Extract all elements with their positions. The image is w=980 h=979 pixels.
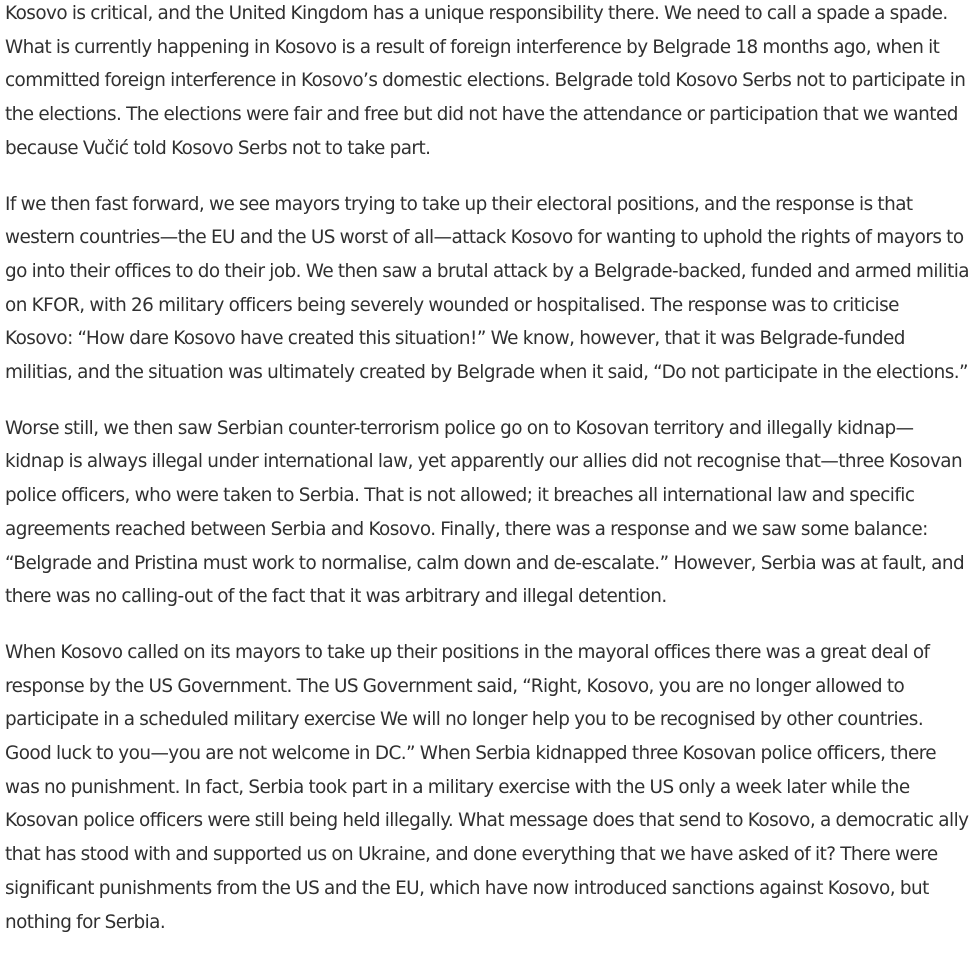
paragraph-2: If we then fast forward, we see mayors trying to take up their electoral positions, and the response is that western countries—the EU and the US worst of all—attack Kosovo for wanting to uphold the rights of mayors to go into their offices to do their job. We then saw a brutal attack by a Belgrade-backed, funded and armed militia on KFOR, with 26 military officers being severely wounded or hospitalised. The response was to criticise Kosovo: “How dare Kosovo have created this situation!” We know, however, that it was Belgrade-funded militias, and the situation was ultimately created by Belgrade when it said, “Do not participate in the elections.” [5,193,970,384]
paragraph-4: When Kosovo called on its mayors to take up their positions in the mayoral offices there was a great deal of response by the US Government. The US Government said, “Right, Kosovo, you are no longer allowed to participate in a scheduled military exercise We will no longer help you to be recognised by other countries. Good luck to you—you are not welcome in DC.” When Serbia kidnapped three Kosovan police officers, there was no punishment. In fact, Serbia took part in a military exercise with the US only a week later while the Kosovan police officers were still being held illegally. What message does that send to Kosovo, a democratic ally that has stood with and supported us on Ukraine, and done everything that we have asked of it? There were significant punishments from the US and the EU, which have now introduced sanctions against Kosovo, but nothing for Serbia. [5,641,969,933]
paragraph-1: Kosovo is critical, and the United Kingdom has a unique responsibility there. We need to call a spade a spade. What is currently happening in Kosovo is a result of foreign interference by Belgrade 18 months ago, when it committed foreign interference in Kosovo’s domestic elections. Belgrade told Kosovo Serbs not to participate in the elections. The elections were fair and free but did not have the attendance or participation that we wanted because Vučić told Kosovo Serbs not to take part. [5,3,966,159]
paragraph-3: Worse still, we then saw Serbian counter-terrorism police go on to Kosovan territory and illegally kidnap—kidnap is always illegal under international law, yet apparently our allies did not recognise that—three Kosovan police officers, who were taken to Serbia. That is not allowed; it breaches all international law and specific agreements reached between Serbia and Kosovo. Finally, there was a response and we saw some balance: “Belgrade and Pristina must work to normalise, calm down and de-escalate.” However, Serbia was at fault, and there was no calling-out of the fact that it was arbitrary and illegal detention. [5,417,965,608]
